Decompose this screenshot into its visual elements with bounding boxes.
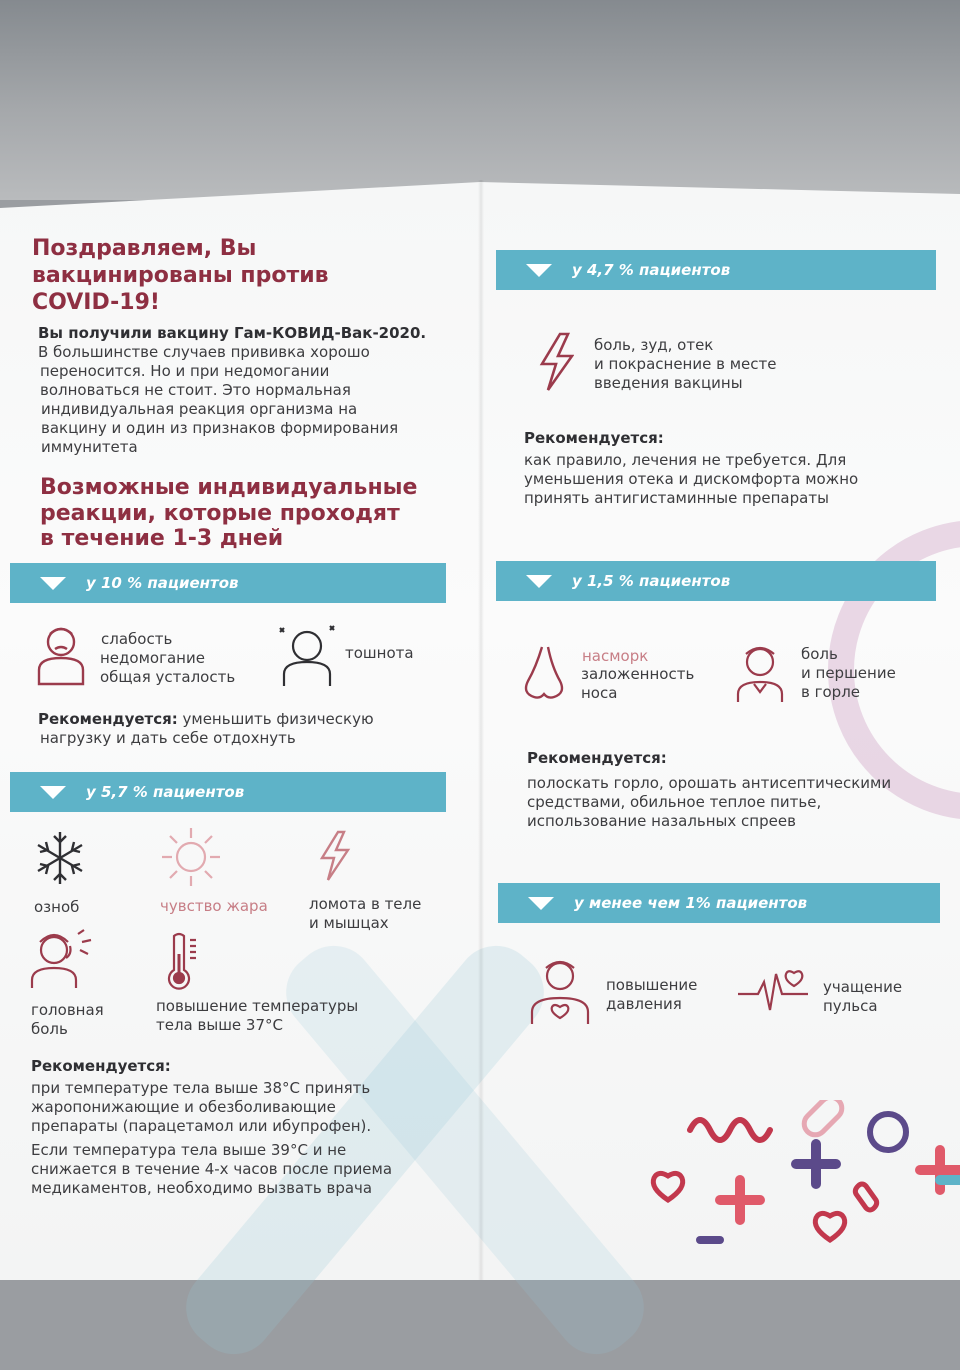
intro-line: вакцину и один из признаков формирования bbox=[41, 419, 399, 437]
section-band-under-1-percent bbox=[498, 883, 940, 923]
section-band-4-7-percent bbox=[496, 250, 936, 290]
chevron-down-icon bbox=[526, 575, 552, 588]
section-band-10-percent bbox=[10, 563, 446, 603]
symptom-aches: и мышцах bbox=[309, 914, 389, 932]
symptom-runny-nose: насморк bbox=[582, 647, 649, 665]
recommendation-line: использование назальных спреев bbox=[527, 812, 796, 830]
chevron-down-icon bbox=[40, 577, 66, 590]
symptom-fever: повышение температуры bbox=[156, 997, 359, 1015]
decorative-pattern bbox=[640, 1100, 960, 1284]
symptom-injection-site: и покраснение в месте bbox=[594, 355, 777, 373]
intro-line: индивидуальная реакция организма на bbox=[41, 400, 358, 418]
sore-throat-person-icon bbox=[736, 640, 788, 704]
recommendation-line: при температуре тела выше 38°С принять bbox=[31, 1079, 371, 1097]
symptom-high-pressure: давления bbox=[606, 995, 682, 1013]
reactions-heading-line: в течение 1-3 дней bbox=[40, 526, 284, 551]
intro-line: переносится. Но и при недомогании bbox=[40, 362, 330, 380]
symptom-injection-site: боль, зуд, отек bbox=[594, 336, 714, 354]
recommendation-label: Рекомендуется: bbox=[31, 1057, 171, 1075]
tired-person-icon bbox=[36, 622, 86, 686]
symptom-weakness: слабость bbox=[101, 630, 173, 648]
recommendation-label: Рекомендуется: bbox=[524, 429, 664, 447]
section-band-label: у менее чем 1% пациентов bbox=[574, 894, 808, 912]
reactions-heading-line: реакции, которые проходят bbox=[40, 501, 400, 526]
symptom-aches: ломота в теле bbox=[309, 895, 422, 913]
symptom-sore-throat: в горле bbox=[801, 683, 861, 701]
symptom-congestion: заложенность bbox=[581, 665, 695, 683]
symptom-headache: боль bbox=[31, 1020, 68, 1038]
symptom-malaise: недомогание bbox=[100, 649, 205, 667]
thermometer-icon bbox=[164, 932, 198, 992]
symptom-sore-throat: боль bbox=[801, 645, 838, 663]
symptom-fever: тела выше 37°С bbox=[156, 1016, 283, 1034]
symptom-fast-pulse: пульса bbox=[823, 997, 878, 1015]
recommendation-line: принять антигистаминные препараты bbox=[524, 489, 829, 507]
symptom-injection-site: введения вакцины bbox=[594, 374, 743, 392]
section-band-label: у 4,7 % пациентов bbox=[572, 261, 731, 279]
recommendation-label: Рекомендуется: bbox=[527, 749, 667, 767]
lightning-icon bbox=[316, 830, 352, 882]
reactions-heading-line: Возможные индивидуальные bbox=[40, 475, 418, 500]
recommendation-line: средствами, обильное теплое питье, bbox=[527, 793, 822, 811]
recommendation-line: препараты (парацетамол или ибупрофен). bbox=[31, 1117, 372, 1135]
intro-bold: Вы получили вакцину Гам-КОВИД-Вак-2020. bbox=[38, 324, 427, 342]
recommendation-line: жаропонижающие и обезболивающие bbox=[31, 1098, 336, 1116]
sun-icon bbox=[160, 826, 222, 888]
recommendation-line: нагрузку и дать себе отдохнуть bbox=[40, 729, 296, 747]
chevron-down-icon bbox=[40, 786, 66, 799]
symptom-chills: озноб bbox=[34, 898, 80, 916]
recommendation-line: медикаментов, необходимо вызвать врача bbox=[31, 1179, 373, 1197]
section-band-1-5-percent bbox=[496, 561, 936, 601]
recommendation-line: Если температура тела выше 39°С и не bbox=[31, 1141, 347, 1159]
nausea-person-icon bbox=[276, 622, 338, 688]
chevron-down-icon bbox=[528, 897, 554, 910]
chevron-down-icon bbox=[526, 264, 552, 277]
section-band-label: у 1,5 % пациентов bbox=[572, 572, 731, 590]
symptom-headache: головная bbox=[31, 1001, 104, 1019]
fold-line bbox=[478, 180, 484, 1280]
symptom-heat: чувство жара bbox=[160, 897, 268, 915]
recommendation-label: Рекомендуется: bbox=[38, 710, 178, 728]
nose-icon bbox=[524, 645, 564, 701]
symptom-sore-throat: и першение bbox=[801, 664, 896, 682]
section-band-label: у 10 % пациентов bbox=[86, 574, 239, 592]
symptom-nausea: тошнота bbox=[345, 644, 414, 662]
snowflake-icon bbox=[34, 830, 86, 886]
symptom-high-pressure: повышение bbox=[606, 976, 698, 994]
background-wall bbox=[0, 0, 960, 200]
page-title-line: вакцинированы против bbox=[32, 263, 329, 288]
intro-line: волноваться не стоит. Это нормальная bbox=[40, 381, 351, 399]
symptom-fatigue: общая усталость bbox=[100, 668, 236, 686]
pulse-heart-icon bbox=[738, 964, 808, 1016]
recommendation-line: снижается в течение 4-х часов после приема bbox=[31, 1160, 393, 1178]
recommendation-text: уменьшить физическую bbox=[177, 710, 374, 728]
page-title-line: Поздравляем, Вы bbox=[32, 236, 257, 261]
symptom-fast-pulse: учащение bbox=[823, 978, 903, 996]
headache-person-icon bbox=[30, 928, 94, 990]
section-band-label: у 5,7 % пациентов bbox=[86, 783, 245, 801]
intro-line: иммунитета bbox=[41, 438, 138, 456]
recommendation-line: как правило, лечения не требуется. Для bbox=[524, 451, 847, 469]
recommendation-1 bbox=[38, 710, 374, 729]
recommendation-line: полоскать горло, орошать антисептическими bbox=[527, 774, 892, 792]
recommendation-line: уменьшения отека и дискомфорта можно bbox=[524, 470, 859, 488]
lightning-icon bbox=[538, 332, 574, 392]
page-title-line: COVID-19! bbox=[32, 290, 160, 315]
heart-pressure-person-icon bbox=[528, 956, 592, 1026]
intro-line: В большинстве случаев прививка хорошо bbox=[38, 343, 370, 361]
symptom-congestion: носа bbox=[581, 684, 618, 702]
section-band-5-7-percent bbox=[10, 772, 446, 812]
